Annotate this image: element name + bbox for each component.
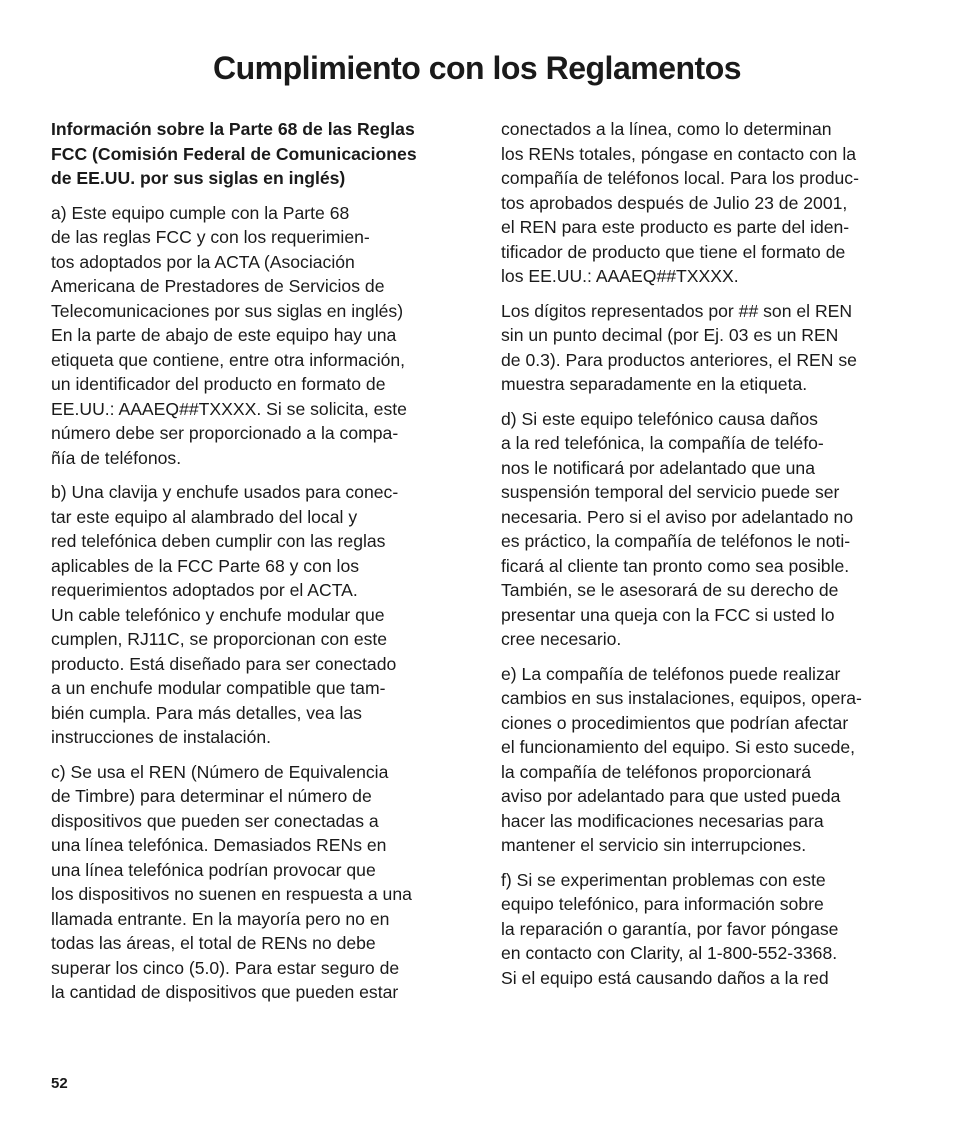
text-line: a un enchufe modular compatible que tam- bbox=[51, 678, 386, 698]
paragraph-e bbox=[501, 662, 913, 858]
text-line: e) La compañía de teléfonos puede realizar bbox=[501, 663, 841, 684]
text-line: tificador de producto que tiene el formato de bbox=[501, 241, 846, 262]
text-line: bién cumpla. Para más detalles, vea las bbox=[51, 702, 362, 723]
text-line: el funcionamiento del equipo. Si esto sucede, bbox=[501, 737, 856, 757]
text-line: llamada entrante. En la mayoría pero no en bbox=[51, 908, 390, 929]
text-line: f) Si se experimentan problemas con este bbox=[501, 869, 826, 890]
right-column bbox=[501, 117, 913, 1000]
text-line: Telecomunicaciones por sus siglas en inglés) bbox=[51, 300, 404, 321]
text-line: número debe ser proporcionado a la compa- bbox=[51, 423, 399, 443]
heading-line: de EE.UU. por sus siglas en inglés) bbox=[51, 168, 346, 188]
text-line: etiqueta que contiene, entre otra información, bbox=[51, 349, 406, 370]
text-line: a) Este equipo cumple con la Parte 68 bbox=[51, 202, 350, 223]
text-line: equipo telefónico, para información sobre bbox=[501, 894, 824, 914]
right-paragraphs bbox=[501, 117, 913, 990]
text-line: tar este equipo al alambrado del local y bbox=[51, 506, 358, 527]
text-line: requerimientos adoptados por el ACTA. bbox=[51, 580, 358, 600]
paragraph-c bbox=[51, 760, 461, 1005]
heading-line: FCC (Comisión Federal de Comunicaciones bbox=[51, 143, 417, 164]
text-line: red telefónica deben cumplir con las reglas bbox=[51, 531, 386, 551]
paragraph-a bbox=[51, 201, 461, 471]
text-line: presentar una queja con la FCC si usted lo bbox=[501, 604, 835, 625]
text-line: de las reglas FCC y con los requerimien- bbox=[51, 227, 370, 247]
text-line: la reparación o garantía, por favor póngase bbox=[501, 918, 839, 939]
text-line: los dispositivos no suenen en respuesta a una bbox=[51, 884, 412, 904]
text-line: compañía de teléfonos local. Para los produc- bbox=[501, 168, 859, 188]
text-line: Los dígitos representados por ## son el REN bbox=[501, 300, 853, 321]
text-line: una línea telefónica podrían provocar que bbox=[51, 859, 376, 880]
text-line: En la parte de abajo de este equipo hay una bbox=[51, 325, 397, 345]
text-line: muestra separadamente en la etiqueta. bbox=[501, 374, 808, 394]
text-line: cree necesario. bbox=[501, 629, 622, 649]
text-line: aviso por adelantado para que usted pueda bbox=[501, 786, 841, 806]
text-line: b) Una clavija y enchufe usados para conec- bbox=[51, 482, 399, 502]
text-line: sin un punto decimal (por Ej. 03 es un REN bbox=[501, 325, 839, 345]
paragraph-b bbox=[51, 480, 461, 750]
left-paragraphs bbox=[51, 201, 461, 1005]
text-line: Un cable telefónico y enchufe modular que bbox=[51, 604, 385, 625]
text-line: una línea telefónica. Demasiados RENs en bbox=[51, 835, 387, 855]
paragraph-f bbox=[501, 868, 913, 991]
heading-line: Información sobre la Parte 68 de las Reglas bbox=[51, 119, 415, 139]
text-line: de Timbre) para determinar el número de bbox=[51, 786, 372, 806]
text-line: ñía de teléfonos. bbox=[51, 447, 182, 468]
text-line: superar los cinco (5.0). Para estar seguro de bbox=[51, 957, 400, 978]
paragraph-c-digits bbox=[501, 299, 913, 397]
text-line: Americana de Prestadores de Servicios de bbox=[51, 276, 385, 296]
text-line: los EE.UU.: AAAEQ##TXXXX. bbox=[501, 266, 739, 286]
page-title: Cumplimiento con los Reglamentos bbox=[212, 50, 742, 86]
text-line: la compañía de teléfonos proporcionará bbox=[501, 761, 812, 782]
paragraph-c-cont bbox=[501, 117, 913, 289]
text-line: d) Si este equipo telefónico causa daños bbox=[501, 408, 818, 429]
text-line: conectados a la línea, como lo determinan bbox=[501, 119, 832, 139]
text-line: c) Se usa el REN (Número de Equivalencia bbox=[51, 761, 389, 782]
text-line: producto. Está diseñado para ser conectado bbox=[51, 653, 397, 674]
text-line: mantener el servicio sin interrupciones. bbox=[501, 835, 807, 855]
text-line: hacer las modificaciones necesarias para bbox=[501, 810, 824, 831]
page-number: 52 bbox=[51, 1075, 68, 1092]
text-line: tos adoptados por la ACTA (Asociación bbox=[51, 251, 355, 272]
text-line: a la red telefónica, la compañía de teléfo- bbox=[501, 433, 824, 453]
section-heading bbox=[51, 117, 461, 191]
text-line: ciones o procedimientos que podrían afectar bbox=[501, 712, 849, 733]
text-line: tos aprobados después de Julio 23 de 2001, bbox=[501, 192, 848, 213]
text-line: ficará al cliente tan pronto como sea posible. bbox=[501, 555, 850, 576]
text-line: todas las áreas, el total de RENs no debe bbox=[51, 933, 376, 953]
text-line: aplicables de la FCC Parte 68 y con los bbox=[51, 555, 360, 576]
text-line: de 0.3). Para productos anteriores, el REN se bbox=[501, 349, 857, 370]
text-line: cumplen, RJ11C, se proporcionan con este bbox=[51, 629, 388, 649]
text-line: en contacto con Clarity, al 1-800-552-3368. bbox=[501, 943, 838, 963]
text-line: es práctico, la compañía de teléfonos le noti- bbox=[501, 531, 851, 551]
left-column bbox=[51, 117, 461, 1015]
text-line: dispositivos que pueden ser conectadas a bbox=[51, 810, 379, 831]
text-line: necesaria. Pero si el aviso por adelantado no bbox=[501, 506, 854, 527]
text-line: Si el equipo está causando daños a la red bbox=[501, 967, 829, 988]
text-line: los RENs totales, póngase en contacto con la bbox=[501, 143, 857, 164]
text-line: la cantidad de dispositivos que pueden estar bbox=[51, 982, 399, 1002]
text-line: suspensión temporal del servicio puede ser bbox=[501, 482, 840, 502]
text-line: nos le notificará por adelantado que una bbox=[501, 457, 815, 478]
text-line: el REN para este producto es parte del iden- bbox=[501, 217, 850, 237]
paragraph-d bbox=[501, 407, 913, 652]
text-line: un identificador del producto en formato de bbox=[51, 374, 386, 394]
text-line: instrucciones de instalación. bbox=[51, 727, 272, 747]
text-line: cambios en sus instalaciones, equipos, opera- bbox=[501, 688, 862, 708]
text-line: EE.UU.: AAAEQ##TXXXX. Si se solicita, este bbox=[51, 398, 407, 419]
text-line: También, se le asesorará de su derecho de bbox=[501, 580, 839, 600]
